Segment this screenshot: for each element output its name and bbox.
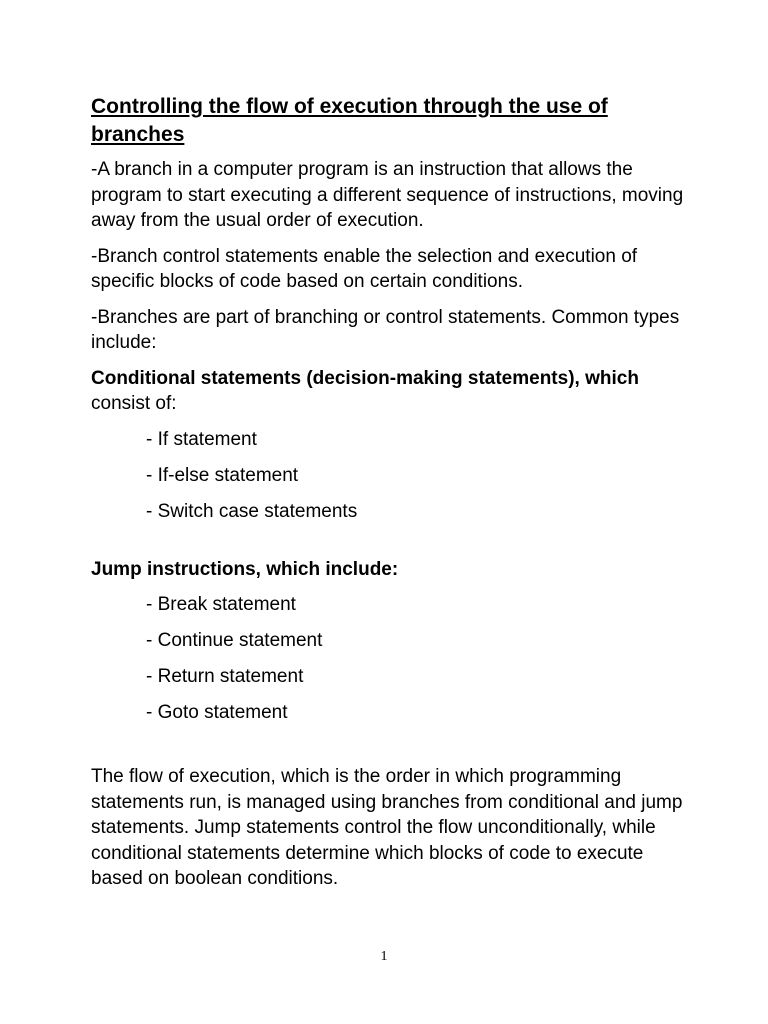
conditional-list: [91, 427, 691, 525]
jump-heading: Jump instructions, which include:: [91, 558, 399, 580]
document-title: Controlling the flow of execution through the use of branches: [91, 95, 608, 146]
spacer: [91, 736, 691, 764]
paragraph-branch-types: -Branches are part of branching or control statements. Common types include:: [91, 306, 680, 353]
list-item-switch-case: - Switch case statements: [146, 500, 358, 522]
page-number: 1: [380, 949, 388, 964]
list-item-if: - If statement: [146, 428, 257, 450]
list-item-if-else: - If-else statement: [146, 464, 299, 486]
list-item-continue: - Continue statement: [146, 630, 323, 651]
conditional-heading-rest: consist of:: [91, 393, 177, 414]
list-item-return: - Return statement: [146, 666, 304, 687]
conditional-heading-bold: Conditional statements (decision-making statements), which: [91, 367, 639, 389]
paragraph-summary: The flow of execution, which is the order in which programming statements run, is managed using branches from conditional and jump statements. Jump statements control the flow unconditionally, while conditional statements determine which blocks of code to execute based on boolean conditions.: [91, 766, 683, 889]
spacer: [91, 535, 691, 557]
list-item-break: - Break statement: [146, 594, 296, 615]
conditional-heading: [91, 366, 691, 417]
paragraph-branch-control: -Branch control statements enable the selection and execution of specific blocks of code based on certain conditions.: [91, 245, 638, 292]
jump-list: [91, 592, 691, 726]
paragraph-branch-definition: -A branch in a computer program is an instruction that allows the program to start executing a different sequence of instructions, moving away from the usual order of execution.: [91, 159, 684, 231]
list-item-goto: - Goto statement: [146, 702, 288, 723]
document-body: [91, 93, 691, 902]
